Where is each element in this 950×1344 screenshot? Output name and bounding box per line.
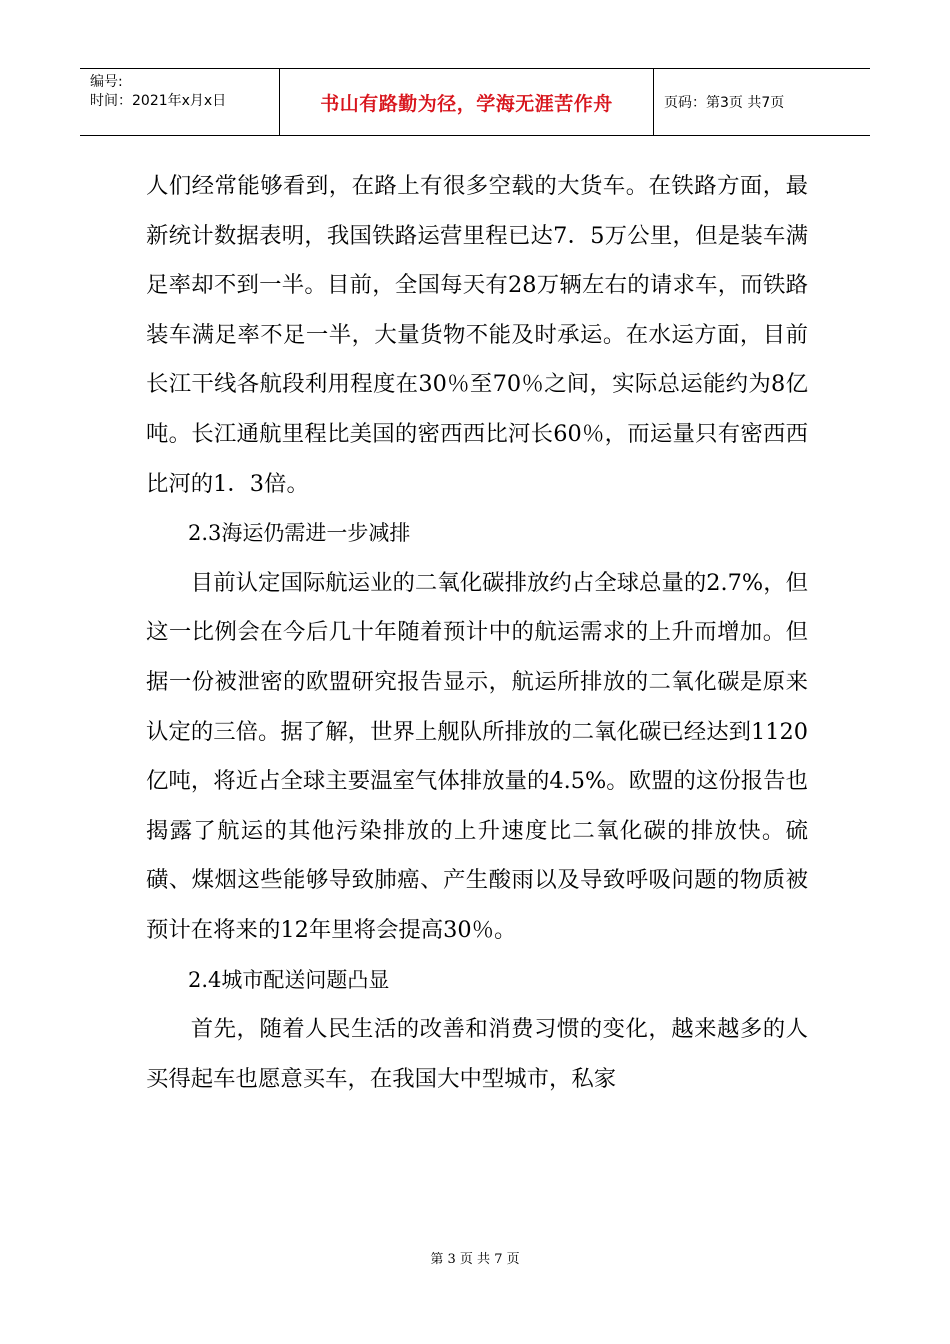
paragraph-continued: 人们经常能够看到，在路上有很多空载的大货车。在铁路方面，最新统计数据表明，我国铁路运营里程已达7．5万公里，但是装车满足率却不到一半。目前，全国每天有28万辆左右的请求车，而铁路装车满足率不足一半，大量货物不能及时承运。在水运方面，目前长江干线各航段利用程度在30％至70％之间，实际总运能约为8亿吨。长江通航里程比美国的密西西比河长60％，而运量只有密西西比河的1．3倍。 — [146, 173, 808, 497]
section-heading-2-4: 2.4城市配送问题凸显 — [188, 967, 390, 992]
page-footer: 第 3 页 共 7 页 — [430, 1252, 520, 1267]
section-heading-2-3: 2.3海运仍需进一步减排 — [188, 521, 411, 546]
header-meta — [80, 69, 280, 135]
paragraph-shipping-emissions: 目前认定国际航运业的二氧化碳排放约占全球总量的2.7%，但这一比例会在今后几十年随着预计中的航运需求的上升而增加。但据一份被泄密的欧盟研究报告显示，航运所排放的二氧化碳是原来认定的三倍。据了解，世界上舰队所排放的二氧化碳已经达到1120亿吨，将近占全球主要温室气体排放量的4.5%。欧盟的这份报告也揭露了航运的其他污染排放的上升速度比二氧化碳的排放快。硫磺、煤烟这些能够导致肺癌、产生酸雨以及导致呼吸问题的物质被预计在将来的12年里将会提高30％。 — [146, 569, 808, 943]
paragraph-urban-distribution: 首先，随着人民生活的改善和消费习惯的变化，越来越多的人买得起车也愿意买车，在我国大中型城市，私家 — [146, 1016, 808, 1092]
document-date: 时间：2021年x月x日 — [90, 93, 227, 109]
document-number: 编号: — [90, 74, 123, 90]
page-header — [80, 68, 870, 136]
document-body — [146, 162, 808, 1104]
header-page-number: 页码：第3页 共7页 — [664, 95, 785, 111]
header-motto: 书山有路勤为径，学海无涯苦作舟 — [280, 69, 654, 135]
